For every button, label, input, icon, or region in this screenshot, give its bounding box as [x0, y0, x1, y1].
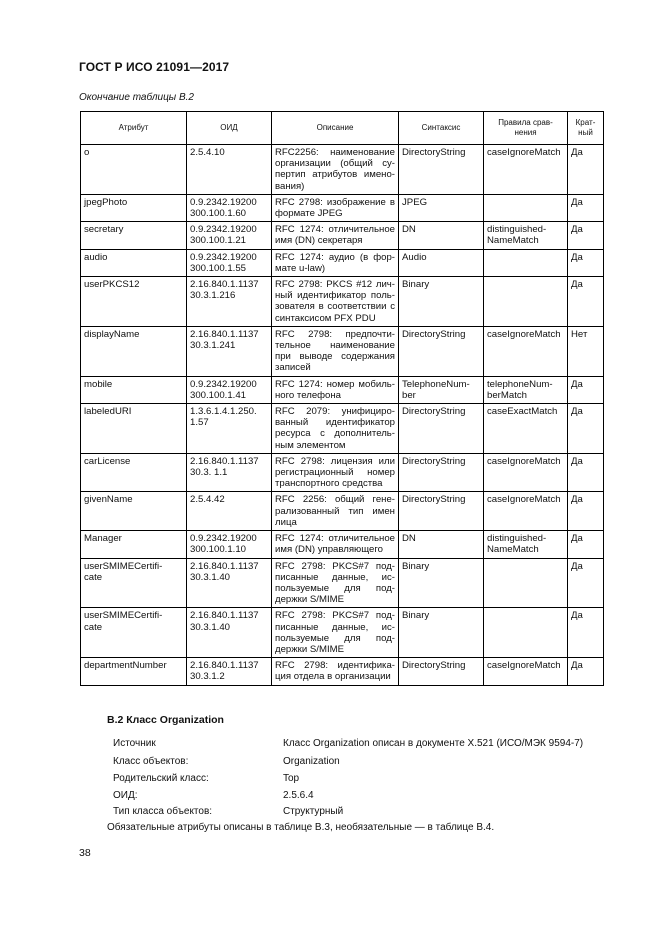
cell-attribute: userSMIMECertifi- cate: [81, 558, 187, 608]
cell-syntax: Binary: [399, 277, 484, 327]
table-row: [81, 145, 604, 195]
section-title: В.2 Класс Organization: [107, 714, 224, 726]
cell-multiple: Да: [568, 249, 604, 276]
cell-description: RFC 1274: номер мобиль-ного телефона: [272, 376, 399, 403]
cell-oid: 0.9.2342.19200 300.100.1.60: [187, 194, 272, 221]
cell-oid: 2.16.840.1.1137 30.3.1.2: [187, 658, 272, 685]
cell-multiple: Да: [568, 453, 604, 492]
cell-syntax: DN: [399, 222, 484, 249]
cell-matching-rule: [484, 277, 568, 327]
cell-syntax: DirectoryString: [399, 326, 484, 376]
cell-description: RFC 2798: идентифика-ция отдела в организации: [272, 658, 399, 685]
cell-attribute: userPKCS12: [81, 277, 187, 327]
cell-oid: 2.16.840.1.1137 30.3. 1.1: [187, 453, 272, 492]
cell-oid: 0.9.2342.19200 300.100.1.10: [187, 531, 272, 558]
cell-multiple: Да: [568, 658, 604, 685]
field-value-class-type: Структурный: [283, 806, 344, 817]
table-row: [81, 492, 604, 531]
cell-attribute: departmentNumber: [81, 658, 187, 685]
cell-multiple: Да: [568, 492, 604, 531]
cell-matching-rule: caseIgnoreMatch: [484, 453, 568, 492]
cell-description: RFC 2079: унифициро-ванный идентификатор ресурса с дополнитель-ным элементом: [272, 404, 399, 454]
cell-multiple: Нет: [568, 326, 604, 376]
table-row: [81, 531, 604, 558]
cell-attribute: Manager: [81, 531, 187, 558]
cell-syntax: DirectoryString: [399, 145, 484, 195]
cell-multiple: Да: [568, 145, 604, 195]
cell-attribute: userSMIMECertifi- cate: [81, 608, 187, 658]
table-row: [81, 608, 604, 658]
cell-attribute: secretary: [81, 222, 187, 249]
table-row: [81, 376, 604, 403]
col-header-matching-rules: Правила срав- нения: [484, 112, 568, 145]
cell-attribute: givenName: [81, 492, 187, 531]
field-label-parent-class: Родительский класс:: [113, 773, 209, 784]
cell-oid: 2.16.840.1.1137 30.3.1.40: [187, 608, 272, 658]
field-label-source: Источник: [113, 738, 156, 749]
cell-syntax: DirectoryString: [399, 453, 484, 492]
cell-syntax: Binary: [399, 608, 484, 658]
cell-description: RFC 2798: PKCS #12 лич-ный идентификатор поль-зователя в соответствии с синтаксисом PFX PDU: [272, 277, 399, 327]
cell-matching-rule: caseIgnoreMatch: [484, 492, 568, 531]
cell-multiple: Да: [568, 222, 604, 249]
cell-attribute: o: [81, 145, 187, 195]
standard-designation: ГОСТ Р ИСО 21091—2017: [79, 60, 230, 74]
cell-oid: 2.5.4.10: [187, 145, 272, 195]
table-row: [81, 558, 604, 608]
cell-multiple: Да: [568, 404, 604, 454]
cell-description: RFC 2798: изображение в формате JPEG: [272, 194, 399, 221]
table-body: [81, 145, 604, 686]
cell-attribute: displayName: [81, 326, 187, 376]
col-header-oid: ОИД: [187, 112, 272, 145]
cell-description: RFC 2256: общий гене-рализованный тип имен лица: [272, 492, 399, 531]
table-row: [81, 658, 604, 685]
cell-attribute: carLicense: [81, 453, 187, 492]
cell-matching-rule: [484, 249, 568, 276]
cell-multiple: Да: [568, 194, 604, 221]
table-row: [81, 453, 604, 492]
table-row: [81, 404, 604, 454]
table-row: [81, 277, 604, 327]
cell-matching-rule: [484, 194, 568, 221]
cell-oid: 0.9.2342.19200 300.100.1.55: [187, 249, 272, 276]
cell-attribute: jpegPhoto: [81, 194, 187, 221]
field-label-class-type: Тип класса объектов:: [113, 806, 213, 817]
cell-syntax: DN: [399, 531, 484, 558]
cell-attribute: mobile: [81, 376, 187, 403]
table-row: [81, 326, 604, 376]
field-label-oid: ОИД:: [113, 790, 138, 801]
cell-multiple: Да: [568, 558, 604, 608]
cell-description: RFC 2798: лицензия или регистрационный номер транспортного средства: [272, 453, 399, 492]
cell-multiple: Да: [568, 608, 604, 658]
cell-multiple: Да: [568, 277, 604, 327]
cell-description: RFC 1274: аудио (в фор-мате u-law): [272, 249, 399, 276]
cell-syntax: TelephoneNum- ber: [399, 376, 484, 403]
cell-matching-rule: [484, 608, 568, 658]
col-header-attribute: Атрибут: [81, 112, 187, 145]
cell-matching-rule: distinguished- NameMatch: [484, 531, 568, 558]
table-row: [81, 222, 604, 249]
cell-matching-rule: caseIgnoreMatch: [484, 326, 568, 376]
table-row: [81, 194, 604, 221]
cell-matching-rule: [484, 558, 568, 608]
cell-syntax: Audio: [399, 249, 484, 276]
section-note: Обязательные атрибуты описаны в таблице В.3, необязательные — в таблице В.4.: [107, 822, 495, 833]
cell-oid: 2.16.840.1.1137 30.3.1.40: [187, 558, 272, 608]
cell-description: RFC 1274: отличительное имя (DN) секретаря: [272, 222, 399, 249]
cell-oid: 2.16.840.1.1137 30.3.1.241: [187, 326, 272, 376]
col-header-syntax: Синтаксис: [399, 112, 484, 145]
cell-attribute: labeledURI: [81, 404, 187, 454]
field-value-source: Класс Organization описан в документе X.521 (ИСО/МЭК 9594-7): [283, 738, 584, 749]
table-header-row: [81, 112, 604, 145]
cell-syntax: DirectoryString: [399, 404, 484, 454]
cell-description: RFC 2798: PKCS#7 под-писанные данные, ис-пользуемые для под-держки S/MIME: [272, 608, 399, 658]
col-header-multiple: Крат- ный: [568, 112, 604, 145]
cell-syntax: Binary: [399, 558, 484, 608]
cell-oid: 2.5.4.42: [187, 492, 272, 531]
field-value-object-class: Organization: [283, 756, 340, 767]
cell-description: RFC 1274: отличительное имя (DN) управляющего: [272, 531, 399, 558]
cell-syntax: DirectoryString: [399, 658, 484, 685]
cell-matching-rule: caseIgnoreMatch: [484, 145, 568, 195]
cell-oid: 2.16.840.1.1137 30.3.1.216: [187, 277, 272, 327]
cell-oid: 0.9.2342.19200 300.100.1.41: [187, 376, 272, 403]
cell-matching-rule: distinguished- NameMatch: [484, 222, 568, 249]
field-label-object-class: Класс объектов:: [113, 756, 189, 767]
cell-syntax: DirectoryString: [399, 492, 484, 531]
col-header-description: Описание: [272, 112, 399, 145]
cell-description: RFC 2798: PKCS#7 под-писанные данные, ис-пользуемые для под-держки S/MIME: [272, 558, 399, 608]
cell-multiple: Да: [568, 531, 604, 558]
page-number: 38: [79, 847, 91, 859]
cell-matching-rule: telephoneNum- berMatch: [484, 376, 568, 403]
cell-attribute: audio: [81, 249, 187, 276]
cell-matching-rule: caseIgnoreMatch: [484, 658, 568, 685]
attributes-table: [80, 111, 604, 686]
field-value-oid: 2.5.6.4: [283, 790, 314, 801]
cell-description: RFC 2798: предпочти-тельное наименование при выводе содержания записей: [272, 326, 399, 376]
table-caption: Окончание таблицы В.2: [79, 92, 194, 103]
cell-matching-rule: caseExactMatch: [484, 404, 568, 454]
cell-description: RFC2256: наименование организации (общий су-пертип атрибутов имено-вания): [272, 145, 399, 195]
table-row: [81, 249, 604, 276]
cell-syntax: JPEG: [399, 194, 484, 221]
cell-oid: 1.3.6.1.4.1.250. 1.57: [187, 404, 272, 454]
field-value-parent-class: Top: [283, 773, 300, 784]
cell-oid: 0.9.2342.19200 300.100.1.21: [187, 222, 272, 249]
cell-multiple: Да: [568, 376, 604, 403]
